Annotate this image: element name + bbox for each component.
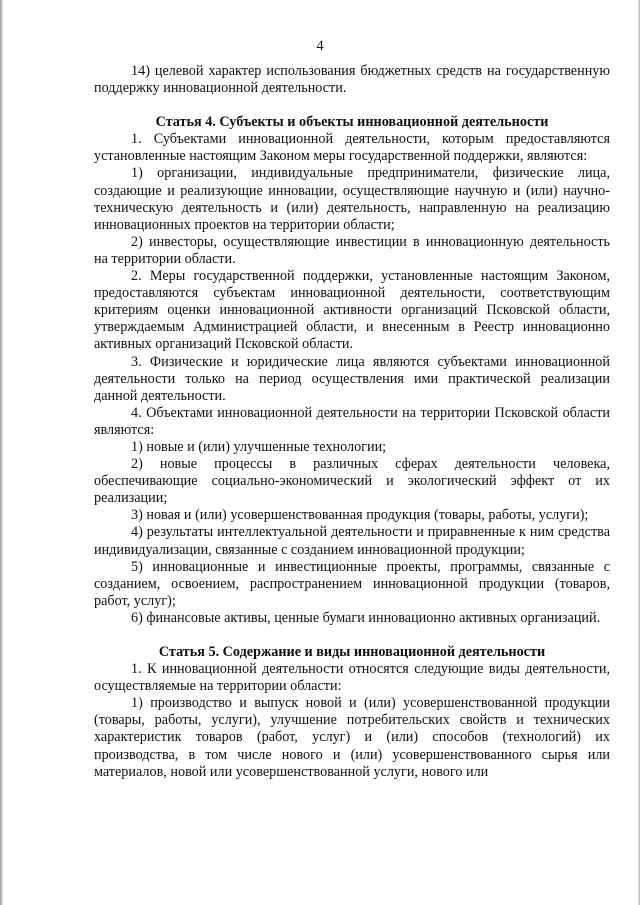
document-body (94, 63, 610, 781)
body-paragraph: 4) результаты интеллектуальной деятельности и приравненные к ним средства индивидуализации, связанные с созданием инновационной продукции; (94, 524, 610, 558)
body-paragraph: 2) новые процессы в различных сферах деятельности человека, обеспечивающие социально-экономический и экологический эффект от их реализации; (94, 456, 610, 507)
body-paragraph: 3) новая и (или) усовершенствованная продукция (товары, работы, услуги); (131, 507, 589, 524)
body-paragraph: 14) целевой характер использования бюджетных средств на государственную поддержку инновационной деятельности. (94, 63, 610, 97)
body-paragraph: 1) новые и (или) улучшенные технологии; (131, 438, 387, 455)
body-paragraph: 2. Меры государственной поддержки, установленные настоящим Законом, предоставляются субъектам инновационной деятельности, соответствующим критериям оценки инновационной активности организаций Псковской области, утверждаемым Администрацией области, и внесенным в Реестр инновационно активных организаций Псковской области. (94, 268, 610, 353)
scan-left-edge (0, 0, 3, 905)
body-paragraph: 1) организации, индивидуальные предприниматели, физические лица, создающие и реализующие инновации, осуществляющие научную и (или) научно-техническую деятельность и (или) деятельность, направленную на реализацию инновационных проектов на территории области; (94, 165, 610, 233)
article-heading: Статья 5. Содержание и виды инновационной деятельности (158, 644, 546, 660)
body-paragraph: 4. Объектами инновационной деятельности на территории Псковской области являются: (94, 404, 610, 438)
paragraph-spacer (94, 627, 610, 644)
page-number: 4 (316, 38, 324, 54)
body-paragraph: 6) финансовые активы, ценные бумаги инновационно активных организаций. (131, 609, 601, 626)
article-heading: Статья 4. Субъекты и объекты инновационной деятельности (155, 114, 549, 131)
body-paragraph: 1. Субъектами инновационной деятельности, которым предоставляются установленные настоящим Законом меры государственной поддержки, являются: (94, 131, 610, 165)
paragraph-spacer (94, 97, 610, 114)
body-paragraph: 1) производство и выпуск новой и (или) усовершенствованной продукции (товары, работы, услуги), улучшение потребительских свойств и технических характеристик товаров (работ, услуг) и (или) способов (технологий) их производства, в том числе нового и (или) усовершенствованного сырья или материалов, новой или усовершенствованной услуги, нового или (94, 695, 610, 780)
body-paragraph: 2) инвесторы, осуществляющие инвестиции в инновационную деятельность на территории области. (94, 233, 610, 267)
body-paragraph: 3. Физические и юридические лица являются субъектами инновационной деятельности только на период осуществления ими практической реализации данной деятельности. (94, 353, 610, 404)
body-paragraph: 5) инновационные и инвестиционные проекты, программы, связанные с созданием, освоением, распространением инновационной продукции (товаров, работ, услуг); (94, 558, 610, 609)
body-paragraph: 1. К инновационной деятельности относятся следующие виды деятельности, осуществляемые на территории области: (94, 661, 610, 695)
